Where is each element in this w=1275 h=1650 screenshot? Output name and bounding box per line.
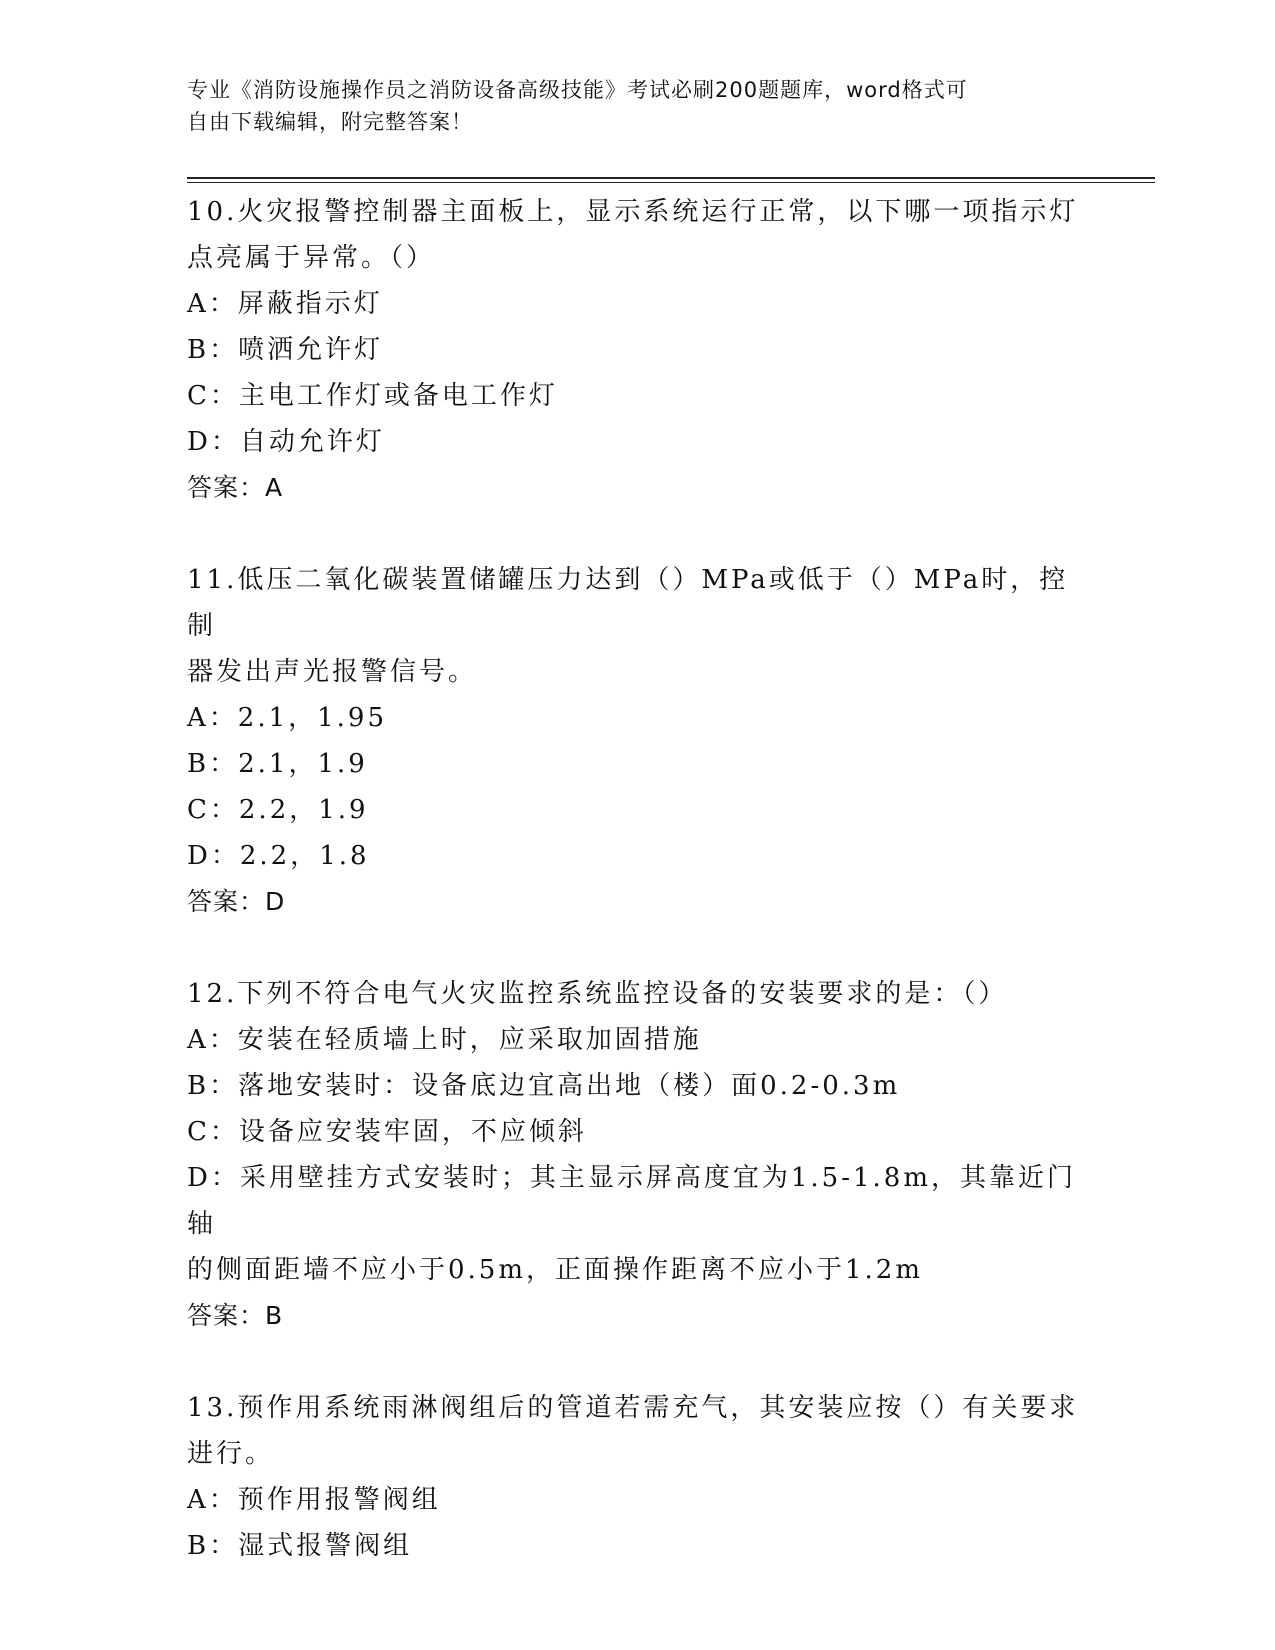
question-text-line: 12.下列不符合电气火灾监控系统监控设备的安装要求的是：（） [187,979,1008,1009]
option-a: A：安装在轻质墙上时，应采取加固措施 [187,1025,702,1055]
question-text-line: 器发出声光报警信号。 [187,657,478,687]
option-a: A：2.1，1.95 [187,703,388,733]
question-11 [187,557,1087,925]
question-list [187,189,1087,1615]
header-line-2: 自由下载编辑，附完整答案！ [187,110,473,134]
question-text-line: 13.预作用系统雨淋阀组后的管道若需充气，其安装应按（）有关要求 [187,1393,1079,1423]
header-divider-thick [187,177,1155,179]
option-b: B：湿式报警阀组 [187,1531,413,1561]
option-c: C：主电工作灯或备电工作灯 [187,381,558,411]
answer-line: 答案：B [187,1301,284,1330]
option-d: D：2.2，1.8 [187,841,370,871]
option-c: C：设备应安装牢固，不应倾斜 [187,1117,587,1147]
question-10 [187,189,1087,511]
header-divider-thin [187,182,1155,183]
option-b: B：落地安装时：设备底边宜高出地（楼）面0.2-0.3m [187,1071,901,1101]
option-a: A：屏蔽指示灯 [187,289,383,319]
header-line-1: 专业《消防设施操作员之消防设备高级技能》考试必刷200题题库，word格式可 [187,78,968,102]
option-d: D：采用壁挂方式安装时；其主显示屏高度宜为1.5-1.8m，其靠近门轴 [187,1163,1076,1239]
question-12 [187,971,1087,1339]
option-c: C：2.2，1.9 [187,795,369,825]
question-text-line: 点亮属于异常。（） [187,243,436,273]
document-header [187,74,1087,138]
question-text-line: 11.低压二氧化碳装置储罐压力达到（）MPa或低于（）MPa时，控制 [187,565,1069,641]
option-d-continued: 的侧面距墙不应小于0.5m，正面操作距离不应小于1.2m [187,1255,924,1285]
option-b: B：2.1，1.9 [187,749,368,779]
option-a: A：预作用报警阀组 [187,1485,441,1515]
answer-line: 答案：A [187,473,284,502]
question-13 [187,1385,1087,1569]
option-d: D：自动允许灯 [187,427,385,457]
option-b: B：喷洒允许灯 [187,335,384,365]
answer-line: 答案：D [187,887,286,916]
question-text-line: 10.火灾报警控制器主面板上，显示系统运行正常，以下哪一项指示灯 [187,197,1079,227]
question-text-line: 进行。 [187,1439,275,1469]
